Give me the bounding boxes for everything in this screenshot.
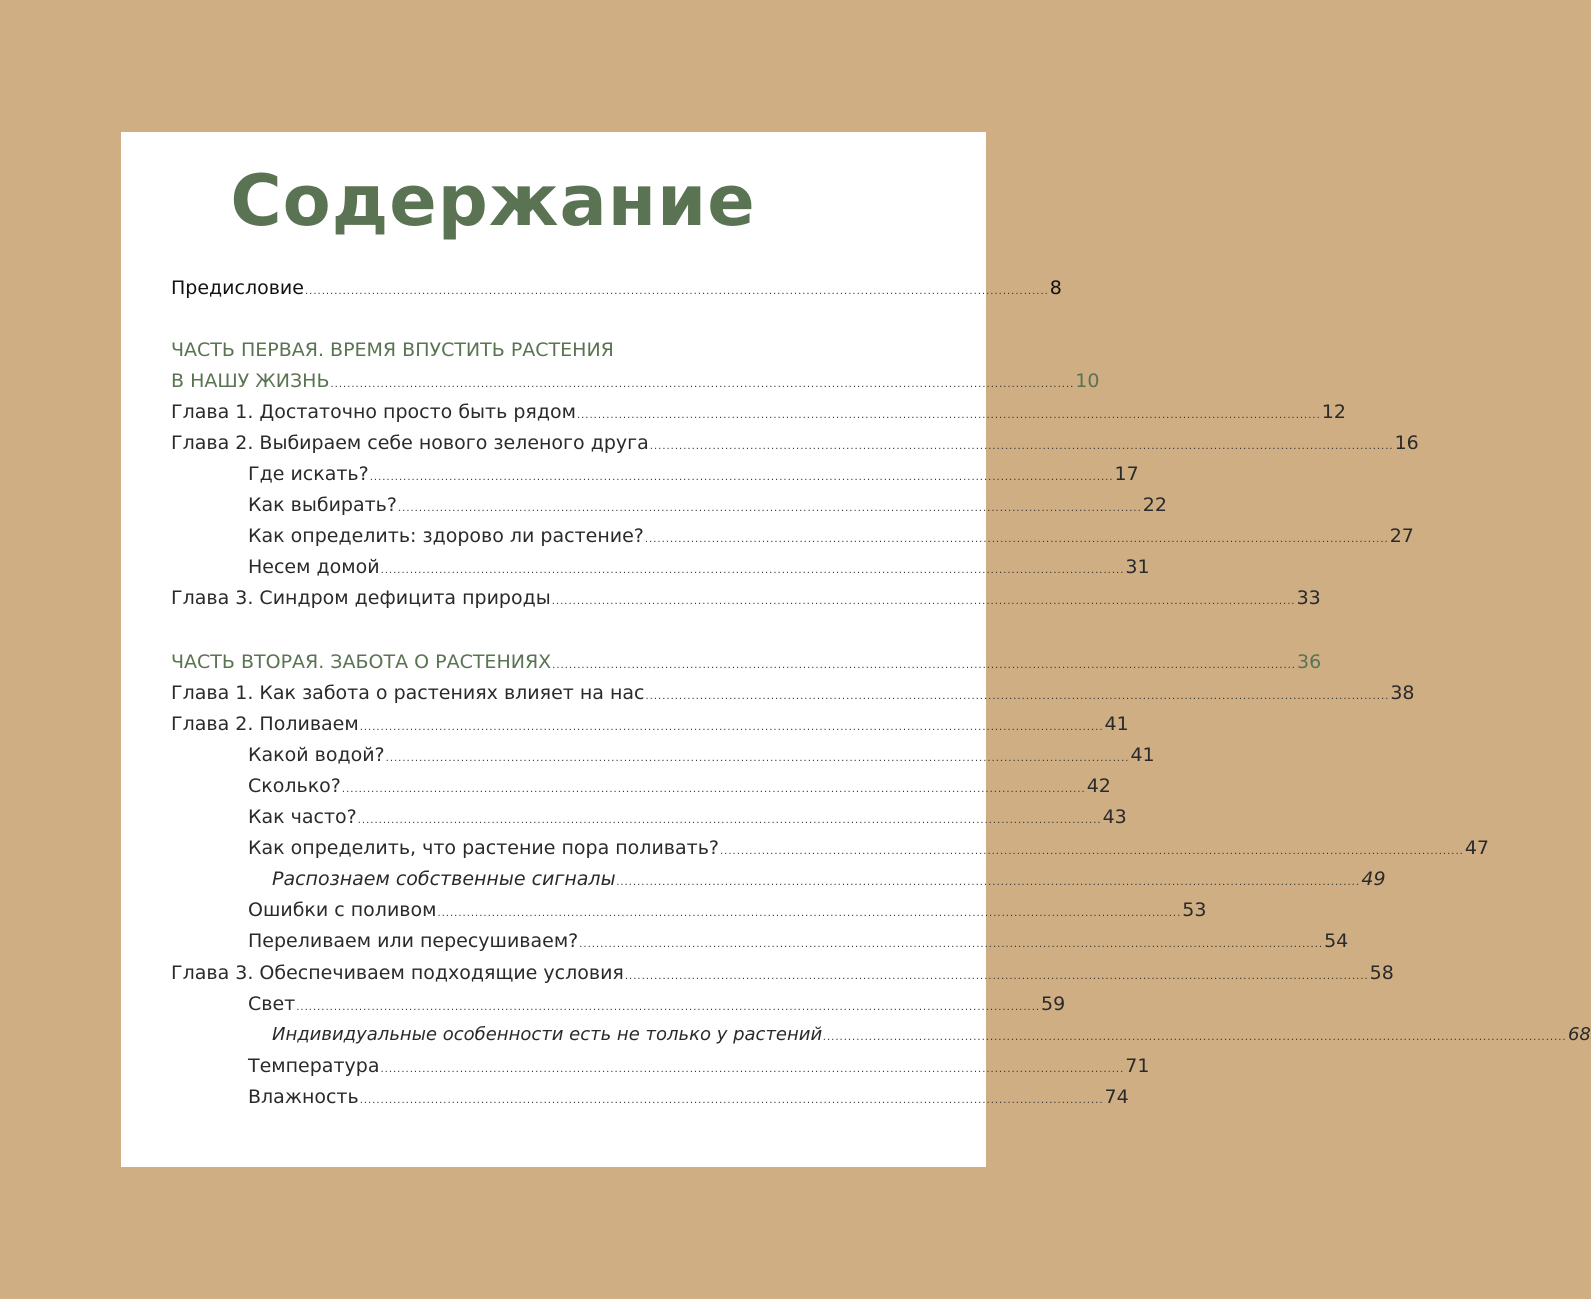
- toc-page-number: 58: [1369, 962, 1394, 984]
- toc-entry[interactable]: [171, 1086, 1129, 1117]
- toc-entry-label: Как определить: здорово ли растение?: [248, 525, 644, 547]
- toc-entry-label: Глава 3. Обеспечиваем подходящие условия: [171, 962, 624, 984]
- dot-leader: ..................................................................................................................................................................................: [579, 939, 1324, 950]
- toc-page-number: 68: [1567, 1024, 1591, 1045]
- toc-page-number: 36: [1296, 651, 1322, 673]
- toc-page-number: 22: [1142, 494, 1167, 516]
- toc-entry-label: Температура: [248, 1055, 380, 1077]
- toc-entry-label: Предисловие: [171, 277, 304, 299]
- dot-leader: ..................................................................................................................................................................................: [823, 1032, 1567, 1043]
- toc-entry-label: Где искать?: [248, 463, 369, 485]
- dot-leader: ..................................................................................................................................................................................: [330, 379, 1075, 390]
- toc-page-number: 74: [1104, 1086, 1129, 1108]
- toc-page-number: 12: [1321, 401, 1346, 423]
- toc-entry-label: Ошибки с поливом: [248, 899, 437, 921]
- dot-leader: ..................................................................................................................................................................................: [720, 846, 1464, 857]
- toc-page-number: 33: [1296, 587, 1321, 609]
- toc-entry-part2[interactable]: [171, 651, 1322, 682]
- toc-entry-label: Несем домой: [248, 556, 380, 578]
- dot-leader: ..................................................................................................................................................................................: [437, 908, 1182, 919]
- toc-entry-label: Глава 1. Как забота о растениях влияет на нас: [171, 682, 645, 704]
- toc-entry[interactable]: [171, 775, 1111, 806]
- toc-entry[interactable]: [171, 962, 1394, 993]
- toc-entry[interactable]: [171, 1055, 1150, 1086]
- dot-leader: ..................................................................................................................................................................................: [359, 1095, 1104, 1106]
- dot-leader: ..................................................................................................................................................................................: [397, 503, 1142, 514]
- toc-entry[interactable]: [171, 837, 1489, 868]
- toc-entry[interactable]: [171, 899, 1207, 930]
- toc-page-number: 59: [1041, 993, 1066, 1015]
- toc-entry[interactable]: [171, 463, 1139, 494]
- toc-page-number: 47: [1464, 837, 1489, 859]
- page-title: Содержание: [230, 160, 756, 242]
- toc-page-number: 17: [1114, 463, 1139, 485]
- toc-entry-label: Глава 2. Поливаем: [171, 713, 359, 735]
- toc-page-number: 54: [1324, 930, 1349, 952]
- toc-entry-label: В НАШУ ЖИЗНЬ: [171, 370, 330, 392]
- toc-page-number: 10: [1075, 370, 1100, 392]
- toc-page-number: 42: [1086, 775, 1111, 797]
- toc-entry-label: Влажность: [248, 1086, 359, 1108]
- toc-page-number: 38: [1390, 682, 1415, 704]
- toc-entry[interactable]: [171, 1024, 1591, 1055]
- toc-page-number: 71: [1125, 1055, 1150, 1077]
- toc-entry[interactable]: [171, 993, 1066, 1024]
- dot-leader: ..................................................................................................................................................................................: [649, 441, 1394, 452]
- toc-entry[interactable]: [171, 868, 1386, 899]
- toc-entry[interactable]: [171, 806, 1127, 837]
- dot-leader: ..................................................................................................................................................................................: [359, 722, 1104, 733]
- toc-entry-label: ЧАСТЬ ВТОРАЯ. ЗАБОТА О РАСТЕНИЯХ: [171, 651, 552, 673]
- dot-leader: ..................................................................................................................................................................................: [296, 1002, 1041, 1013]
- dot-leader: ..................................................................................................................................................................................: [369, 472, 1114, 483]
- toc-part1-heading[interactable]: ЧАСТЬ ПЕРВАЯ. ВРЕМЯ ВПУСТИТЬ РАСТЕНИЯ: [171, 339, 614, 361]
- toc-entry[interactable]: [171, 682, 1415, 713]
- toc-entry[interactable]: [171, 432, 1419, 463]
- dot-leader: ..................................................................................................................................................................................: [304, 286, 1049, 297]
- toc-entry-label: Переливаем или пересушиваем?: [248, 930, 579, 952]
- toc-page-number: 49: [1361, 868, 1386, 890]
- dot-leader: ..................................................................................................................................................................................: [551, 596, 1296, 607]
- toc-entry-label: Как выбирать?: [248, 494, 397, 516]
- dot-leader: ..................................................................................................................................................................................: [624, 971, 1369, 982]
- toc-page-number: 41: [1130, 744, 1155, 766]
- toc-page-number: 27: [1389, 525, 1414, 547]
- toc-page-number: 43: [1102, 806, 1127, 828]
- dot-leader: ..................................................................................................................................................................................: [380, 565, 1125, 576]
- dot-leader: ..................................................................................................................................................................................: [616, 877, 1361, 888]
- toc-page-number: 41: [1104, 713, 1129, 735]
- toc-entry-label: Глава 2. Выбираем себе нового зеленого друга: [171, 432, 649, 454]
- toc-page-number: 31: [1125, 556, 1150, 578]
- dot-leader: ..................................................................................................................................................................................: [576, 410, 1321, 421]
- toc-page-number: 8: [1049, 277, 1062, 299]
- toc-entry[interactable]: [171, 744, 1155, 775]
- dot-leader: ..................................................................................................................................................................................: [341, 784, 1086, 795]
- toc-entry-label: Глава 3. Синдром дефицита природы: [171, 587, 551, 609]
- toc-entry-label: Распознаем собственные сигналы: [272, 868, 616, 890]
- toc-entry-label: Глава 1. Достаточно просто быть рядом: [171, 401, 576, 423]
- toc-entry-label: Сколько?: [248, 775, 341, 797]
- toc-entry[interactable]: [171, 494, 1167, 525]
- toc-page-number: 16: [1394, 432, 1419, 454]
- dot-leader: ..................................................................................................................................................................................: [645, 691, 1390, 702]
- toc-entry-preface[interactable]: [171, 277, 1062, 308]
- dot-leader: ..................................................................................................................................................................................: [380, 1064, 1125, 1075]
- toc-entry-label: Как часто?: [248, 806, 357, 828]
- toc-entry[interactable]: [171, 587, 1321, 618]
- toc-entry[interactable]: [171, 556, 1150, 587]
- toc-page-number: 53: [1182, 899, 1207, 921]
- toc-entry-label: Как определить, что растение пора поливать?: [248, 837, 719, 859]
- dot-leader: ..................................................................................................................................................................................: [552, 660, 1296, 671]
- toc-entry-part1[interactable]: [171, 370, 1100, 401]
- dot-leader: ..................................................................................................................................................................................: [644, 534, 1389, 545]
- toc-entry[interactable]: [171, 401, 1346, 432]
- toc-entry[interactable]: [171, 713, 1129, 744]
- dot-leader: ..................................................................................................................................................................................: [357, 815, 1102, 826]
- toc-entry-label: Какой водой?: [248, 744, 385, 766]
- toc-entry[interactable]: [171, 525, 1414, 556]
- toc-entry-label: Индивидуальные особенности есть не только у растений: [272, 1024, 823, 1045]
- toc-entry[interactable]: [171, 930, 1349, 961]
- dot-leader: ..................................................................................................................................................................................: [385, 753, 1130, 764]
- toc-entry-label: Свет: [248, 993, 296, 1015]
